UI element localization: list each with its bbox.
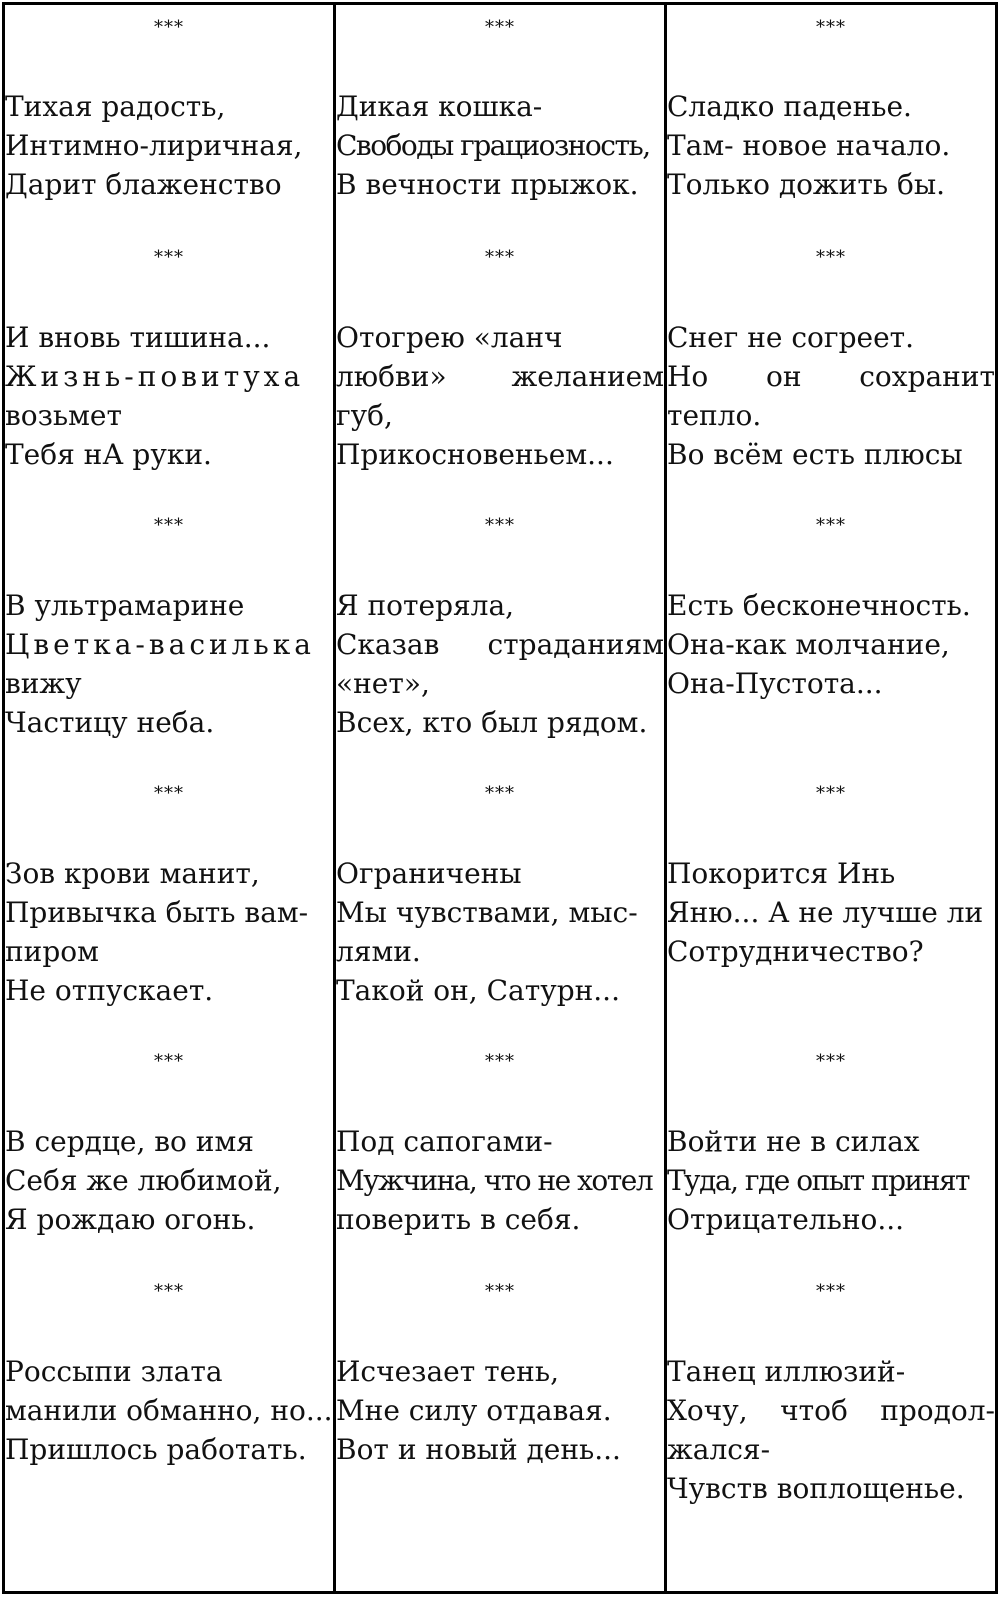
poem-line: Дикая кошка- bbox=[336, 90, 543, 123]
haiku-stanza bbox=[5, 586, 333, 742]
poem-line: В сердце, во имя bbox=[5, 1125, 254, 1158]
poem-line: И вновь тишина... bbox=[5, 321, 271, 354]
poem-line: Такой он, Сатурн... bbox=[336, 974, 620, 1007]
poem-line: Я рождаю огонь. bbox=[5, 1203, 256, 1236]
stanza-separator: *** bbox=[816, 17, 846, 38]
stanza-separator: *** bbox=[816, 783, 846, 804]
poem-line: Покорится Инь bbox=[667, 857, 896, 890]
poem-line: Зов крови манит, bbox=[5, 857, 260, 890]
poem-line: вижу bbox=[5, 667, 82, 700]
stanza-separator: *** bbox=[485, 783, 515, 804]
poem-line: Отрицательно... bbox=[667, 1203, 905, 1236]
haiku-stanza bbox=[5, 87, 333, 204]
stanza-separator: *** bbox=[485, 1051, 515, 1072]
poem-page bbox=[2, 2, 998, 1594]
haiku-stanza bbox=[336, 586, 664, 742]
poem-line: пиром bbox=[5, 935, 99, 968]
poem-line: любви» желанием bbox=[336, 360, 664, 393]
poem-line: Не отпускает. bbox=[5, 974, 214, 1007]
poem-line: возьмет bbox=[5, 399, 122, 432]
haiku-stanza bbox=[5, 1122, 333, 1239]
stanza-separator: *** bbox=[485, 515, 515, 536]
poem-line: Хочу, чтоб продол- bbox=[667, 1394, 995, 1427]
poem-line: Исчезает тень, bbox=[336, 1355, 559, 1388]
poem-line: Тебя нА руки. bbox=[5, 438, 212, 471]
poem-line: Частицу неба. bbox=[5, 706, 215, 739]
poem-line: Она-Пустота... bbox=[667, 667, 883, 700]
poem-line: Цветка-василька bbox=[5, 628, 315, 661]
poem-line: Себя же любимой, bbox=[5, 1164, 282, 1197]
poem-line: Мужчина, что не хотел bbox=[336, 1164, 653, 1197]
poem-line: тепло. bbox=[667, 399, 762, 432]
poem-line: Отогрею «ланч bbox=[336, 321, 563, 354]
poem-line: Жизнь-повитуха bbox=[5, 360, 305, 393]
poem-line: Ограничены bbox=[336, 857, 522, 890]
stanza-separator: *** bbox=[816, 1051, 846, 1072]
poem-line: Чувств воплощенье. bbox=[667, 1472, 965, 1505]
haiku-stanza bbox=[5, 318, 333, 474]
column-3 bbox=[664, 5, 995, 1591]
haiku-stanza bbox=[336, 1352, 664, 1469]
poem-line: Всех, кто был рядом. bbox=[336, 706, 648, 739]
poem-line: Танец иллюзий- bbox=[667, 1355, 906, 1388]
poem-line: Свободы грациозность, bbox=[336, 129, 650, 162]
poem-line: Я потеряла, bbox=[336, 589, 515, 622]
poem-line: «нет», bbox=[336, 667, 430, 700]
poem-line: Она-как молчание, bbox=[667, 628, 950, 661]
stanza-separator: *** bbox=[154, 1281, 184, 1302]
poem-line: Россыпи злата bbox=[5, 1355, 223, 1388]
stanza-separator: *** bbox=[154, 247, 184, 268]
poem-line: Интимно-лиричная, bbox=[5, 129, 303, 162]
poem-line: Войти не в силах bbox=[667, 1125, 920, 1158]
poem-line: Мы чувствами, мыс- bbox=[336, 896, 638, 929]
stanza-separator: *** bbox=[485, 247, 515, 268]
haiku-stanza bbox=[667, 318, 995, 474]
poem-line: поверить в себя. bbox=[336, 1203, 581, 1236]
haiku-stanza bbox=[667, 1352, 995, 1508]
poem-line: Во всём есть плюсы bbox=[667, 438, 963, 471]
poem-line: Дарит блаженство bbox=[5, 168, 282, 201]
poem-line: Только дожить бы. bbox=[667, 168, 946, 201]
poem-line: В вечности прыжок. bbox=[336, 168, 639, 201]
stanza-separator: *** bbox=[154, 1051, 184, 1072]
haiku-stanza bbox=[336, 854, 664, 1010]
stanza-separator: *** bbox=[154, 515, 184, 536]
poem-line: Сладко паденье. bbox=[667, 90, 912, 123]
haiku-stanza bbox=[336, 318, 664, 474]
stanza-separator: *** bbox=[816, 515, 846, 536]
poem-line: Сказав страданиям bbox=[336, 628, 664, 661]
haiku-stanza bbox=[336, 87, 664, 204]
poem-line: Есть бесконечность. bbox=[667, 589, 971, 622]
column-2 bbox=[333, 5, 664, 1591]
haiku-stanza bbox=[667, 1122, 995, 1239]
haiku-stanza bbox=[667, 854, 995, 971]
poem-line: Там- новое начало. bbox=[667, 129, 951, 162]
poem-line: Под сапогами- bbox=[336, 1125, 553, 1158]
poem-line: жался- bbox=[667, 1433, 771, 1466]
haiku-stanza bbox=[667, 586, 995, 703]
stanza-separator: *** bbox=[154, 17, 184, 38]
column-1 bbox=[5, 5, 333, 1591]
poem-line: Вот и новый день... bbox=[336, 1433, 621, 1466]
poem-line: губ, bbox=[336, 399, 393, 432]
stanza-separator: *** bbox=[816, 247, 846, 268]
haiku-stanza bbox=[5, 854, 333, 1010]
stanza-separator: *** bbox=[485, 17, 515, 38]
poem-line: Яню... А не лучше ли bbox=[667, 896, 984, 929]
poem-line: Мне силу отдавая. bbox=[336, 1394, 612, 1427]
poem-line: Пришлось работать. bbox=[5, 1433, 307, 1466]
poem-line: лями. bbox=[336, 935, 421, 968]
poem-line: Туда, где опыт принят bbox=[667, 1164, 970, 1197]
poem-line: В ультрамарине bbox=[5, 589, 245, 622]
haiku-stanza bbox=[667, 87, 995, 204]
poem-line: манили обманно, но... bbox=[5, 1394, 333, 1427]
stanza-separator: *** bbox=[816, 1281, 846, 1302]
poem-line: Снег не согреет. bbox=[667, 321, 915, 354]
haiku-stanza bbox=[5, 1352, 333, 1469]
poem-line: Прикосновеньем... bbox=[336, 438, 614, 471]
poem-line: Привычка быть вам- bbox=[5, 896, 309, 929]
stanza-separator: *** bbox=[154, 783, 184, 804]
poem-line: Но он сохранит bbox=[667, 360, 995, 393]
haiku-stanza bbox=[336, 1122, 664, 1239]
stanza-separator: *** bbox=[485, 1281, 515, 1302]
poem-line: Сотрудничество? bbox=[667, 935, 924, 968]
poem-line: Тихая радость, bbox=[5, 90, 226, 123]
